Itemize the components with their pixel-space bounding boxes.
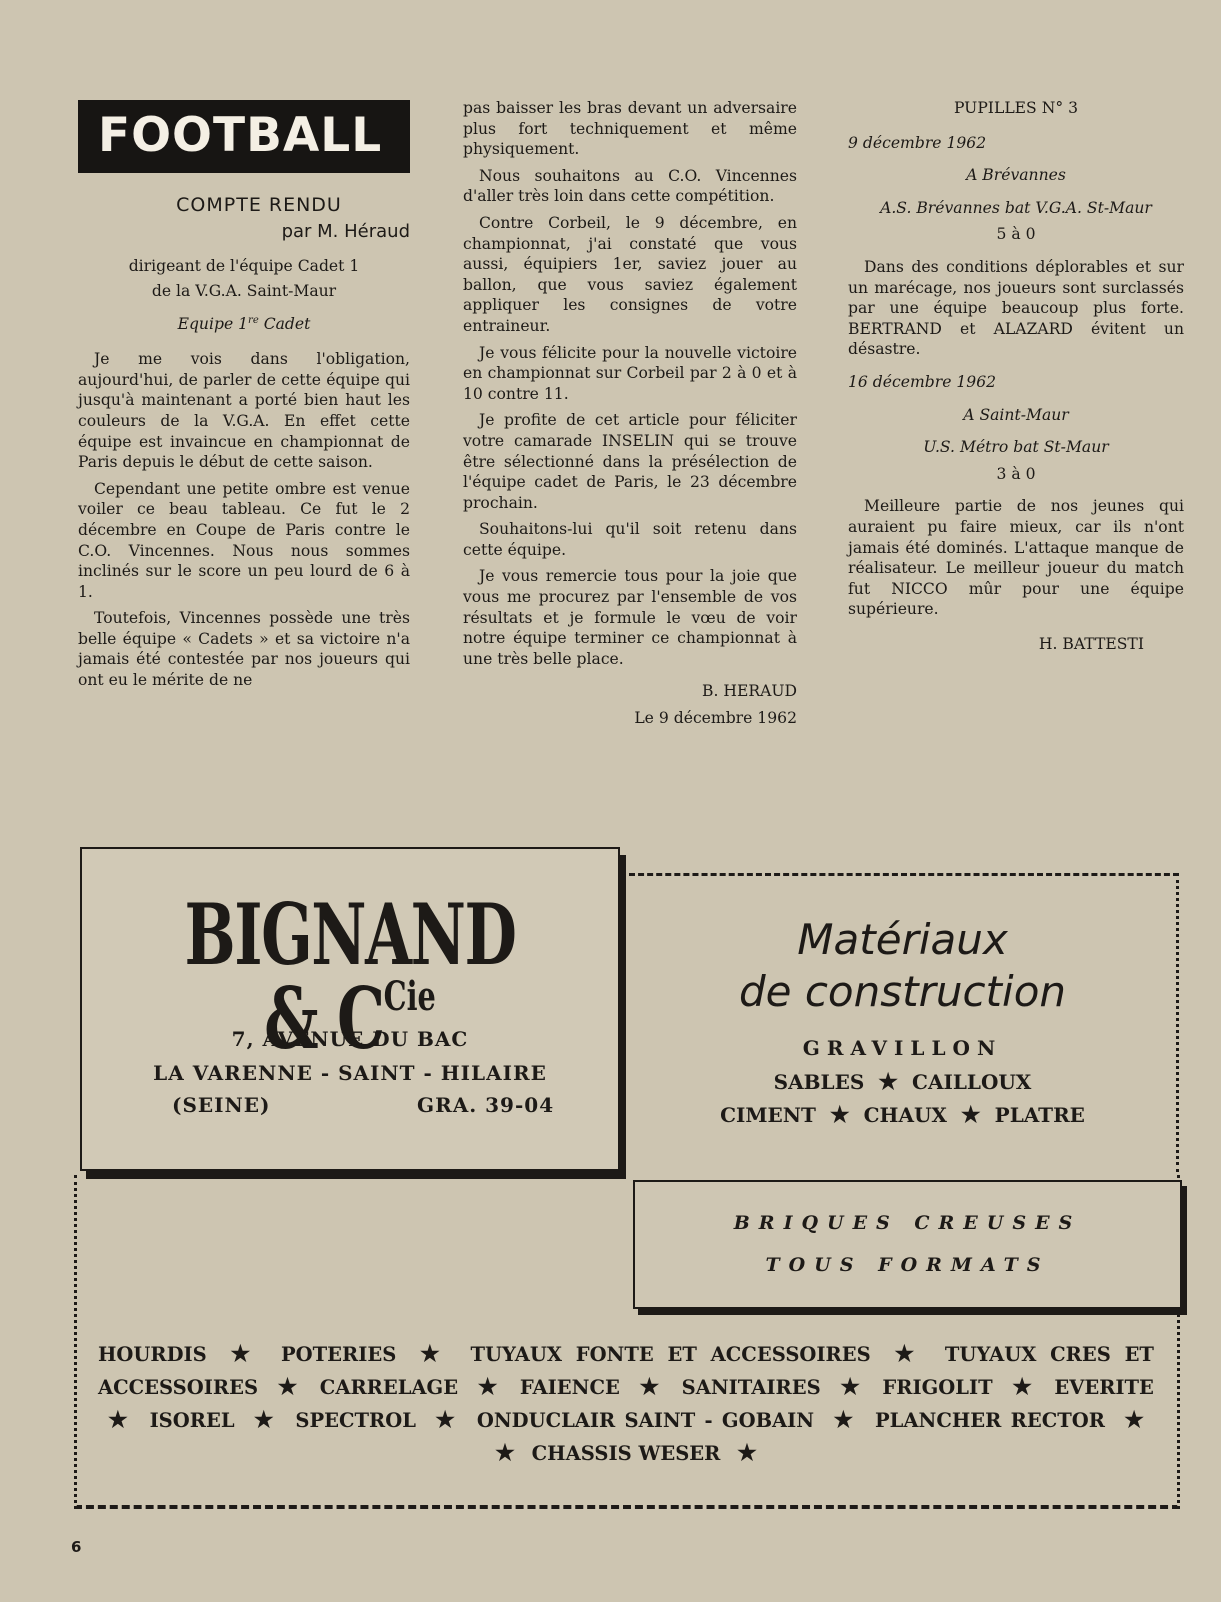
paragraph: Cependant une petite ombre est venue voiler ce beau tableau. Ce fut le 2 décembre en Coupe de Paris contre le C.O. Vincennes. Nous nous sommes inclinés sur le score un peu lourd de 6 à 1. [78,479,410,601]
match-result: A.S. Brévannes bat V.G.A. St-Maur [880,198,1152,217]
paragraph: Nous souhaitons au C.O. Vincennes d'aller très loin dans cette compétition. [463,166,797,206]
product-item: EVERITE [1054,1376,1154,1399]
column-2 [463,98,797,729]
paragraph: pas baisser les bras devant un adversaire plus fort techniquement et même physiquement. [463,99,797,159]
product-item: TUYAUX FONTE ET ACCESSOIRES [470,1343,871,1366]
product-item: CARRELAGE [319,1376,459,1399]
star-icon: ★ [277,1374,301,1400]
star-icon: ★ [878,1069,899,1095]
star-icon: ★ [1124,1407,1144,1433]
product-item: POTERIES [280,1343,397,1366]
match-score: 5 à 0 [996,225,1036,244]
match-date: 16 décembre 1962 [848,372,997,391]
bignand-advertisement [80,847,620,1171]
product-item: SANITAIRES [681,1376,821,1399]
company-department: (SEINE) [172,1093,271,1117]
product-list [98,1338,1154,1470]
signature-date: Le 9 décembre 1962 [634,709,797,728]
paragraph: Souhaitons-lui qu'il soit retenu dans cette équipe. [463,520,797,559]
match-report: Meilleure partie de nos jeunes qui auraient pu faire mieux, car ils n'ont jamais été dominés. L'attaque manque de réalisateur. Le meilleur joueur du match fut NICCO mûr pour une équipe supérieure. [848,497,1184,619]
match-score: 3 à 0 [996,464,1036,483]
product-line: GRAVILLON [802,1036,1003,1060]
product-item: ONDUCLAIR SAINT - GOBAIN [476,1409,815,1432]
pupilles-heading: PUPILLES N° 3 [953,99,1079,117]
star-icon: ★ [960,1102,981,1128]
paragraph: Je me vois dans l'obligation, aujourd'hui, de parler de cette équipe qui jusqu'à maintenant a porté bien haut les couleurs de la V.G.A. En effet cette équipe est invaincue en championnat de Paris depuis le début de cette saison. [78,350,410,472]
paragraph: Je profite de cet article pour féliciter votre camarade INSELIN qui se trouve être sélectionné dans la présélection de l'équipe cadet de Paris, le 23 décembre prochain. [463,411,797,512]
product-item: FRIGOLIT [882,1376,993,1399]
page-number: 6 [71,1538,82,1556]
paragraph: Je vous remercie tous pour la joie que vous me procurez par l'ensemble de vos résultats et je formule le vœu de voir notre équipe terminer ce championnat à une très belle place. [463,567,797,668]
match-report: Dans des conditions déplorables et sur un marécage, nos joueurs sont surclassés par une équipe beaucoup plus forte. BERTRAND et ALAZARD évitent un désastre. [848,257,1184,359]
star-icon: ★ [829,1102,850,1128]
star-icon: ★ [833,1407,856,1433]
author-role: dirigeant de l'équipe Cadet 1 [128,257,360,276]
briques-advertisement [633,1180,1182,1309]
company-city: LA VARENNE - SAINT - HILAIRE [153,1061,547,1085]
signature: H. BATTESTI [1038,634,1144,653]
product-item: CHASSIS WESER [531,1442,721,1465]
product-line: CIMENT ★ CHAUX ★ PLATRE [720,1102,1085,1128]
briques-line: BRIQUES CREUSES [733,1212,1082,1234]
match-date: 9 décembre 1962 [848,133,987,152]
product-item: ISOREL [149,1409,235,1432]
materiaux-advertisement [629,873,1179,1172]
product-item: FAIENCE [519,1376,620,1399]
star-icon: ★ [737,1440,757,1466]
product-item: HOURDIS [98,1343,207,1366]
article-title: COMPTE RENDU [176,194,342,216]
match-place: A Brévannes [966,166,1066,185]
star-icon: ★ [420,1341,447,1367]
company-name: BIGNAND & $C^{Cie}$ [184,885,516,1068]
company-suffix: Cie [383,973,436,1020]
product-line: SABLES ★ CAILLOUX [773,1069,1032,1095]
materiaux-title: Matériaux de construction [738,915,1067,1016]
match-place: A Saint-Maur [963,405,1069,424]
star-icon: ★ [435,1407,458,1433]
football-banner: FOOTBALL [78,100,410,173]
star-icon: ★ [1012,1374,1035,1400]
star-icon: ★ [230,1341,258,1367]
company-address: 7, AVENUE DU BAC [231,1027,469,1051]
signature: B. HERAUD [701,682,797,701]
company-phone: GRA. 39-04 [417,1093,555,1117]
star-icon: ★ [639,1374,663,1400]
paragraph: Toutefois, Vincennes possède une très belle équipe « Cadets » et sa victoire n'a jamais été contestée par nos joueurs qui ont eu le mérite de ne [78,609,410,690]
article-author: par M. Héraud [281,220,410,242]
column-1 [78,100,410,697]
team-heading: Equipe 1re Cadet [177,315,311,334]
product-item: TUYAUX CRES ET ACCESSOIRES [98,1343,1154,1399]
star-icon: ★ [894,1341,922,1367]
product-item: PLANCHER RECTOR [875,1409,1105,1432]
briques-line: TOUS FORMATS [765,1254,1050,1276]
match-result: U.S. Métro bat St-Maur [923,438,1109,457]
product-item: SPECTROL [295,1409,416,1432]
star-icon: ★ [108,1407,131,1433]
star-icon: ★ [253,1407,277,1433]
paragraph: Contre Corbeil, le 9 décembre, en championnat, j'ai constaté que vous aussi, équipiers 1er, saviez jouer au ballon, que vous saviez également appliquer les consignes de votre entraineur. [463,213,797,335]
column-3 [848,98,1184,654]
star-icon: ★ [840,1374,863,1400]
paragraph: Je vous félicite pour la nouvelle victoire en championnat sur Corbeil par 2 à 0 et à 10 contre 11. [463,343,797,403]
star-icon: ★ [477,1374,501,1400]
star-icon: ★ [495,1440,515,1466]
author-club: de la V.G.A. Saint-Maur [151,281,337,300]
